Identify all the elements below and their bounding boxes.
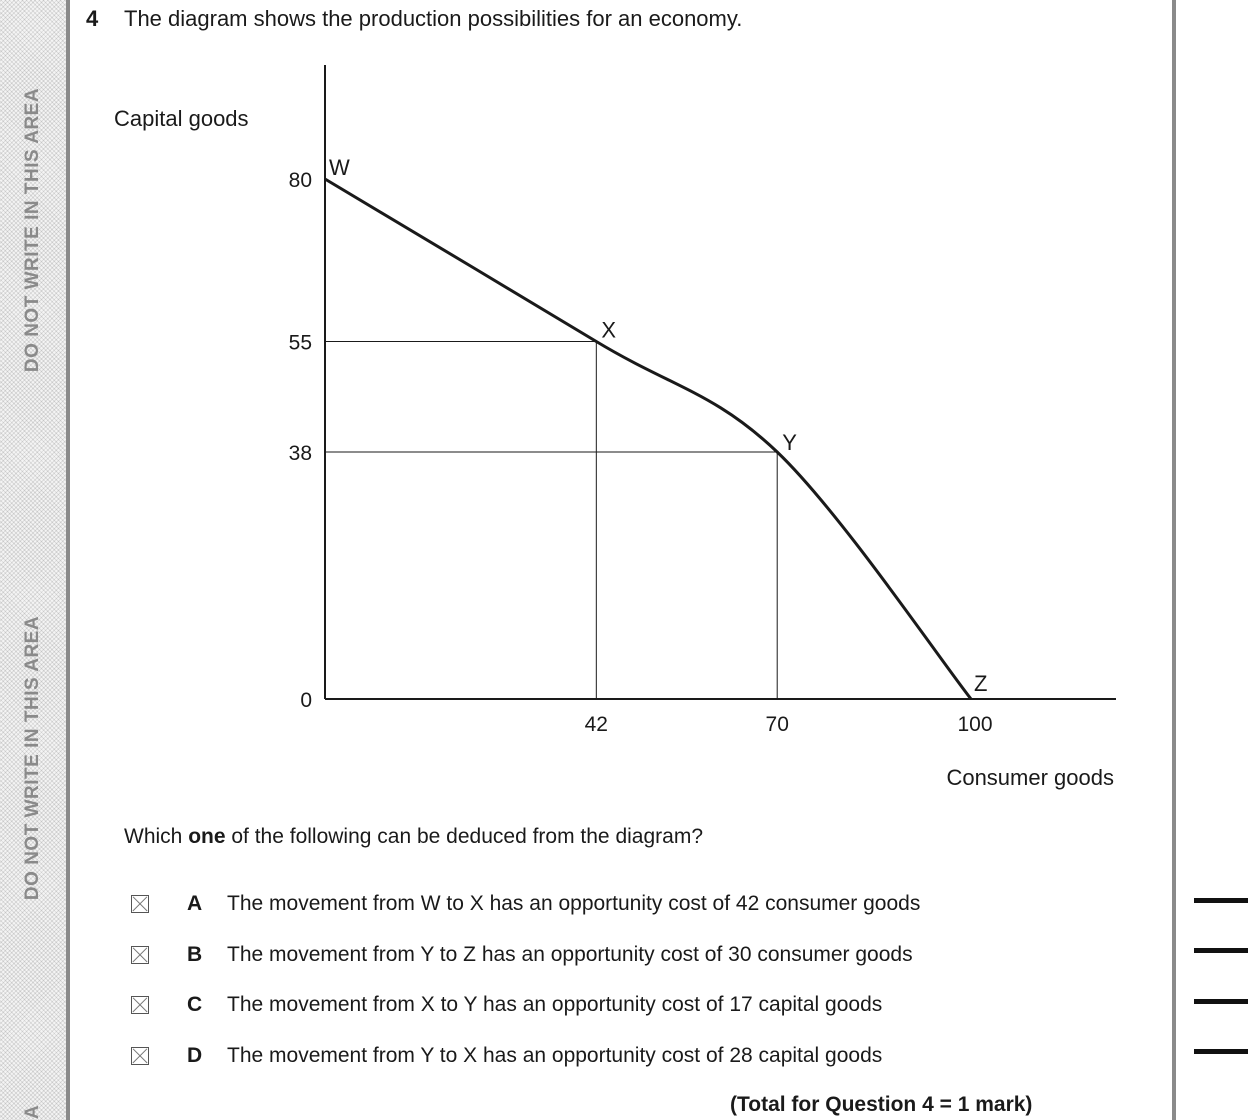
- point-label-w: W: [329, 155, 350, 180]
- prompt-prefix: Which: [124, 825, 189, 848]
- x-tick-label: 100: [957, 713, 993, 736]
- option-c[interactable]: [131, 991, 883, 1019]
- option-c-checkbox[interactable]: [131, 996, 149, 1014]
- option-d-text: The movement from Y to X has an opportunity cost of 28 capital goods: [227, 1044, 883, 1067]
- option-a[interactable]: [131, 890, 921, 918]
- x-tick-label: 42: [584, 713, 608, 736]
- point-label-y: Y: [782, 430, 797, 455]
- point-label-x: X: [601, 317, 617, 343]
- answer-line: [1194, 948, 1248, 953]
- y-tick-label: 0: [300, 689, 312, 712]
- question-prompt: [124, 825, 703, 849]
- option-b[interactable]: [131, 941, 913, 969]
- option-a-text: The movement from W to X has an opportunity cost of 42 consumer goods: [227, 892, 921, 915]
- total-marks: (Total for Question 4 = 1 mark): [730, 1093, 1033, 1116]
- option-b-text: The movement from Y to Z has an opportunity cost of 30 consumer goods: [227, 943, 913, 966]
- point-label-z: Z: [974, 671, 988, 696]
- option-b-checkbox[interactable]: [131, 946, 149, 964]
- prompt-suffix: of the following can be deduced from the diagram?: [225, 825, 703, 848]
- answer-line: [1194, 999, 1248, 1004]
- margin-warning-bottom: A: [22, 1104, 43, 1120]
- y-tick-label: 80: [288, 169, 312, 192]
- option-c-text: The movement from X to Y has an opportunity cost of 17 capital goods: [227, 993, 883, 1016]
- y-axis-label: Capital goods: [114, 106, 249, 131]
- option-c-letter: C: [187, 993, 203, 1016]
- x-tick-label: 70: [765, 713, 789, 736]
- y-tick-label: 55: [288, 331, 312, 355]
- answer-line: [1194, 1049, 1248, 1054]
- margin-warning-middle: DO NOT WRITE IN THIS AREA: [22, 615, 43, 901]
- option-a-checkbox[interactable]: [131, 895, 149, 913]
- x-axis-label: Consumer goods: [946, 765, 1114, 790]
- answer-line: [1194, 898, 1248, 903]
- option-d-letter: D: [187, 1044, 203, 1067]
- question-stem: The diagram shows the production possibilities for an economy.: [124, 6, 743, 31]
- option-d[interactable]: [131, 1042, 883, 1070]
- y-tick-label: 38: [288, 442, 312, 465]
- option-a-letter: A: [187, 892, 203, 915]
- option-d-checkbox[interactable]: [131, 1047, 149, 1065]
- option-b-letter: B: [187, 943, 203, 966]
- margin-warning-top: DO NOT WRITE IN THIS AREA: [22, 87, 43, 373]
- question-number: 4: [86, 6, 99, 31]
- ppf-curve: [325, 179, 971, 699]
- prompt-emphasis: one: [188, 825, 226, 848]
